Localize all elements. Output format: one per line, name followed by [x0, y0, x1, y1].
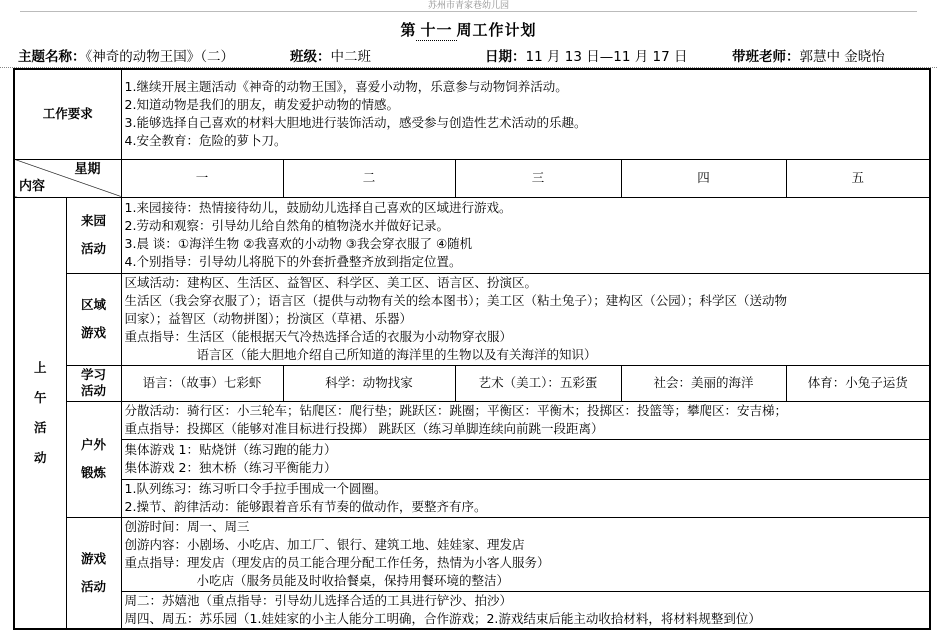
outdoor-row-2: [14, 439, 930, 479]
outdoor-dispersed-activities: 分散活动：骑行区：小三轮车；钻爬区：爬行垫；跳跃区：跳圈；平衡区：平衡木；投掷区：投篮等；攀爬区：安吉梯； 重点指导：投掷区（能够对准目标进行投掷） 跳跃区（练习单脚连续向前跳一段距离）: [121, 401, 930, 439]
learning-monday: 语言：（故事）七彩虾: [121, 365, 283, 401]
work-requirement-item: 1.继续开展主题活动《神奇的动物王国》，喜爱小动物，乐意参与动物饲养活动。: [124, 79, 568, 95]
area-games-label: 区域 游戏: [66, 273, 121, 365]
title-prefix: 第: [400, 21, 417, 39]
weekly-plan-table: [13, 68, 931, 630]
learning-wednesday: 艺术（美工）：五彩蛋: [455, 365, 621, 401]
learning-activities-label: 学习 活动: [66, 365, 121, 401]
work-requirement-item: 2.知道动物是我们的朋友，萌发爱护动物的情感。: [124, 97, 399, 113]
arrival-activities-label: 来园 活动: [66, 197, 121, 273]
work-requirements-row: [14, 69, 930, 159]
morning-activities-label: 上 午 活 动: [14, 197, 66, 629]
learning-friday: 体育：小兔子运货: [786, 365, 930, 401]
work-requirements-content: [121, 69, 930, 159]
learning-row: [14, 365, 930, 401]
meta-class: 班级：中二班: [290, 49, 371, 65]
meta-theme: 主题名称：《神奇的动物王国》（二）: [18, 49, 234, 65]
meta-row: [0, 46, 937, 68]
work-requirements-label: 工作要求: [14, 69, 121, 159]
meta-teacher: 带班老师：郭慧中 金晓怡: [732, 49, 885, 65]
work-requirement-item: 3.能够选择自己喜欢的材料大胆地进行装饰活动，感受参与创造性艺术活动的乐趣。: [124, 115, 587, 131]
outdoor-drills: 1.队列练习：练习听口令手拉手围成一个圆圈。 2.操节、韵律活动：能够跟着音乐有节奏的做动作，要整齐有序。: [121, 479, 930, 517]
weekday-label: 星期: [74, 161, 101, 177]
outdoor-group-games: 集体游戏 1：贴烧饼（练习跑的能力） 集体游戏 2：独木桥（练习平衡能力）: [121, 439, 930, 479]
day-tuesday: 二: [283, 159, 455, 197]
page-title: [0, 19, 937, 41]
arrival-row: [14, 197, 930, 273]
area-games-row: [14, 273, 930, 365]
work-requirement-item: 4.安全教育：危险的萝卜刀。: [124, 133, 287, 149]
creative-play-content: 创游时间：周一、周三 创游内容：小剧场、小吃店、加工厂、银行、建筑工地、娃娃家、理发店 重点指导：理发店（理发店的员工能合理分配工作任务，热情为小客人服务） 小吃店（服务员能及时收拾餐桌，保持用餐环境的整洁）: [121, 517, 930, 591]
diagonal-header-cell: [14, 159, 121, 197]
content-label: 内容: [19, 178, 46, 194]
meta-date: 日期：11 月 13 日—11 月 17 日: [485, 49, 688, 65]
outdoor-row-3: [14, 479, 930, 517]
title-suffix: 周工作计划: [456, 21, 537, 39]
title-week-number: 十一: [416, 19, 456, 41]
play-activities-label: 游戏 活动: [66, 517, 121, 629]
arrival-activities-content: 1.来园接待：热情接待幼儿，鼓励幼儿选择自己喜欢的区域进行游戏。 2.劳动和观察：引导幼儿给自然角的植物浇水并做好记录。 3.晨 谈：①海洋生物 ②我喜欢的小动物 ③我会穿衣服了 ④随机 4.个别指导：引导幼儿将脱下的外套折叠整齐放到指定位置。: [121, 197, 930, 273]
page-header: 苏州市青家巷幼儿园: [0, 0, 937, 12]
day-wednesday: 三: [455, 159, 621, 197]
outdoor-exercise-label: 户外 锻炼: [66, 401, 121, 517]
weekday-header-row: [14, 159, 930, 197]
play-row-1: [14, 517, 930, 591]
outdoor-row-1: [14, 401, 930, 439]
area-games-content: 区域活动：建构区、生活区、益智区、科学区、美工区、语言区、扮演区。 生活区（我会穿衣服了）；语言区（提供与动物有关的绘本图书）；美工区（粘土兔子）；建构区（公园）；科学区（送动物 回家）；益智区（动物拼图）；扮演区（草裙、乐器） 重点指导：生活区（能根据天气冷热选择合适的衣服为小动物穿衣服） 语言区（能大胆地介绍自己所知道的海洋里的生物以及有关海洋的知识）: [121, 273, 930, 365]
day-thursday: 四: [621, 159, 786, 197]
play-row-2: [14, 591, 930, 629]
learning-tuesday: 科学：动物找家: [283, 365, 455, 401]
learning-thursday: 社会：美丽的海洋: [621, 365, 786, 401]
day-monday: 一: [121, 159, 283, 197]
day-friday: 五: [786, 159, 930, 197]
outdoor-play-content: 周二：苏嬉池（重点指导：引导幼儿选择合适的工具进行铲沙、拍沙） 周四、周五：苏乐园（1.娃娃家的小主人能分工明确，合作游戏；2.游戏结束后能主动收拾材料，将材料规整到位）: [121, 591, 930, 629]
